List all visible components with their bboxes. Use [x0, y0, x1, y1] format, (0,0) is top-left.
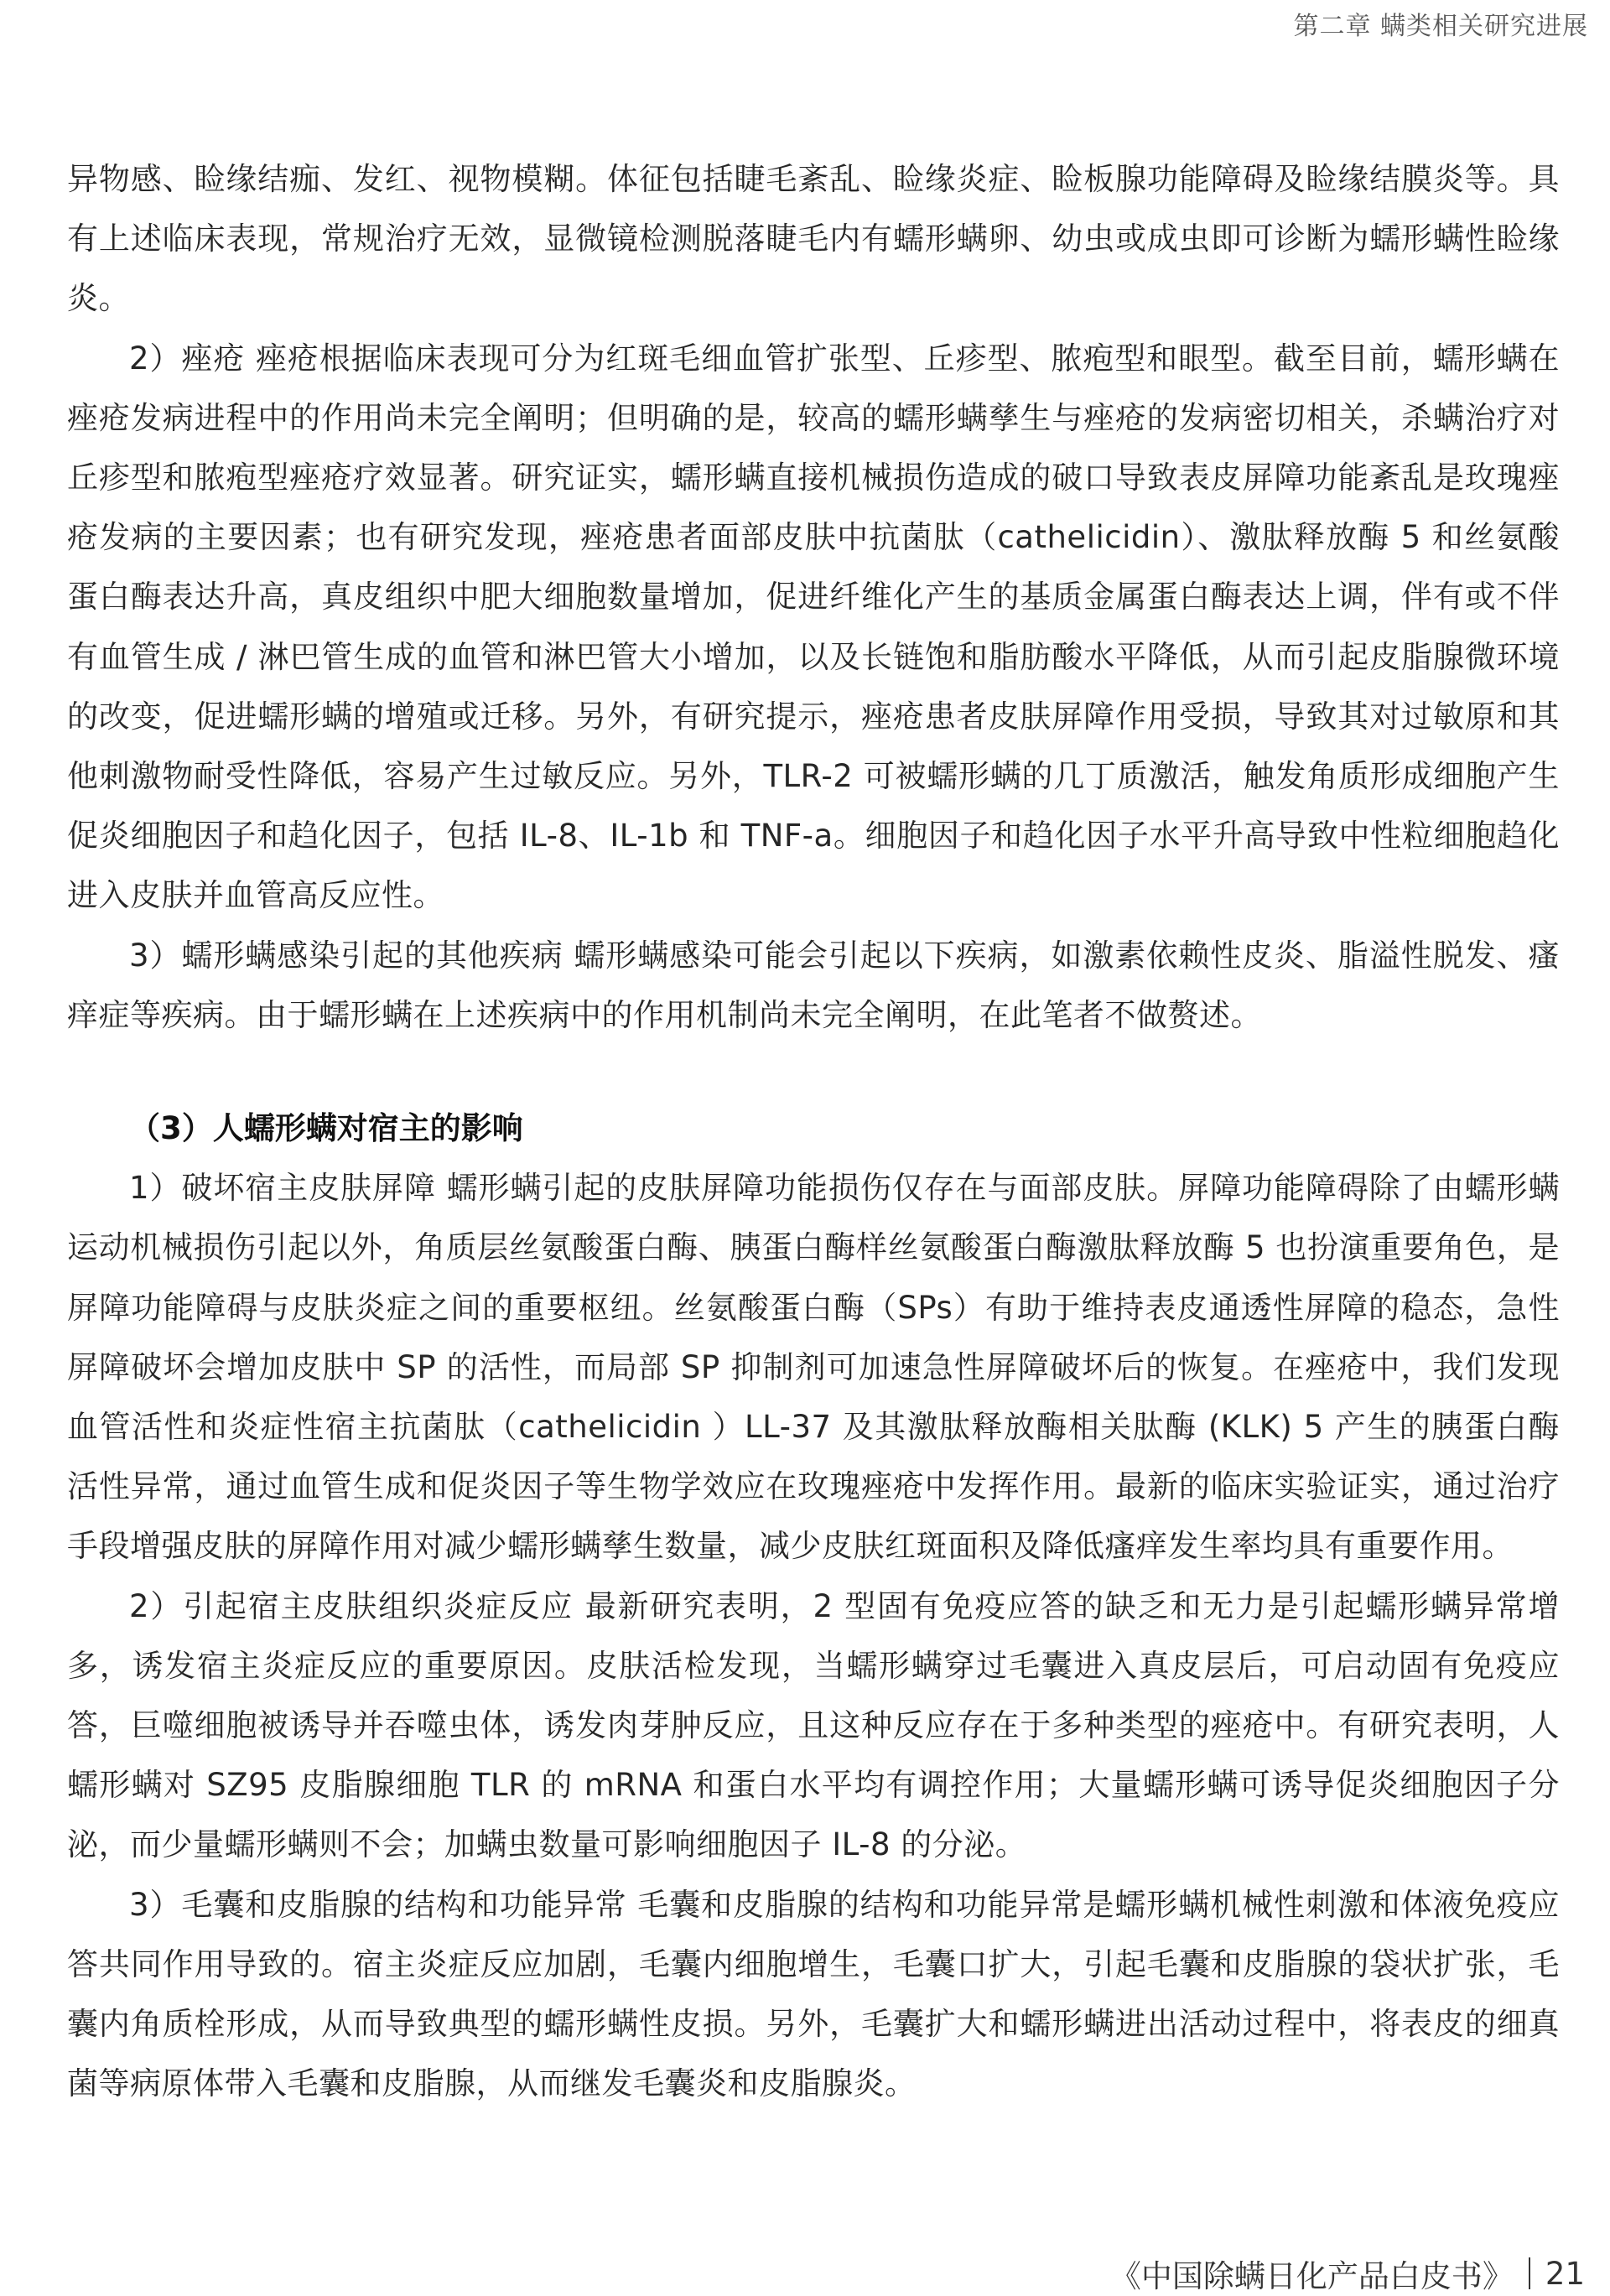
footer-separator [1529, 2257, 1530, 2289]
paragraph-inflammation: 2）引起宿主皮肤组织炎症反应 最新研究表明，2 型固有免疫应答的缺乏和无力是引起蠕形螨异常增多，诱发宿主炎症反应的重要原因。皮肤活检发现，当蠕形螨穿过毛囊进入真皮层后，可启动固有免疫应答，巨噬细胞被诱导并吞噬虫体，诱发肉芽肿反应，且这种反应存在于多种类型的痤疮中。有研究表明，人蠕形螨对 SZ95 皮脂腺细胞 TLR 的 mRNA 和蛋白水平均有调控作用；大量蠕形螨可诱导促炎细胞因子分泌，而少量蠕形螨则不会；加螨虫数量可影响细胞因子 IL-8 的分泌。 [67, 1587, 1560, 1863]
running-header: 第二章 螨类相关研究进展 [1293, 12, 1588, 41]
paragraph-blepharitis-continued: 异物感、睑缘结痂、发红、视物模糊。体征包括睫毛紊乱、睑缘炎症、睑板腺功能障碍及睑缘结膜炎等。具有上述临床表现，常规治疗无效，显微镜检测脱落睫毛内有蠕形螨卵、幼虫或成虫即可诊断为蠕形螨性睑缘炎。 [67, 161, 1560, 317]
paragraph-acne: 2）痤疮 痤疮根据临床表现可分为红斑毛细血管扩张型、丘疹型、脓疱型和眼型。截至目前，蠕形螨在痤疮发病进程中的作用尚未完全阐明；但明确的是，较高的蠕形螨孳生与痤疮的发病密切相关，杀螨治疗对丘疹型和脓疱型痤疮疗效显著。研究证实，蠕形螨直接机械损伤造成的破口导致表皮屏障功能紊乱是玫瑰痤疮发病的主要因素；也有研究发现，痤疮患者面部皮肤中抗菌肽（cathelicidin）、激肽释放酶 5 和丝氨酸蛋白酶表达升高，真皮组织中肥大细胞数量增加，促进纤维化产生的基质金属蛋白酶表达上调，伴有或不伴有血管生成 / 淋巴管生成的血管和淋巴管大小增加，以及长链饱和脂肪酸水平降低，从而引起皮脂腺微环境的改变，促进蠕形螨的增殖或迁移。另外，有研究提示，痤疮患者皮肤屏障作用受损，导致其对过敏原和其他刺激物耐受性降低，容易产生过敏反应。另外，TLR-2 可被蠕形螨的几丁质激活，触发角质形成细胞产生促炎细胞因子和趋化因子，包括 IL-8、IL-1b 和 TNF-a。细胞因子和趋化因子水平升高导致中性粒细胞趋化进入皮肤并血管高反应性。 [67, 340, 1560, 914]
page-body [67, 149, 1560, 2114]
book-title: 《中国除螨日化产品白皮书》 [1109, 2258, 1514, 2294]
paragraph-other-diseases: 3）蠕形螨感染引起的其他疾病 蠕形螨感染可能会引起以下疾病，如激素依赖性皮炎、脂溢性脱发、瘙痒症等疾病。由于蠕形螨在上述疾病中的作用机制尚未完全阐明，在此笔者不做赘述。 [67, 937, 1560, 1033]
running-footer [1110, 2251, 1585, 2296]
paragraph-follicle-sebaceous: 3）毛囊和皮脂腺的结构和功能异常 毛囊和皮脂腺的结构和功能异常是蠕形螨机械性刺激和体液免疫应答共同作用导致的。宿主炎症反应加剧，毛囊内细胞增生，毛囊口扩大，引起毛囊和皮脂腺的袋状扩张，毛囊内角质栓形成，从而导致典型的蠕形螨性皮损。另外，毛囊扩大和蠕形螨进出活动过程中，将表皮的细真菌等病原体带入毛囊和皮脂腺，从而继发毛囊炎和皮脂腺炎。 [67, 1886, 1560, 2102]
paragraph-skin-barrier: 1）破坏宿主皮肤屏障 蠕形螨引起的皮肤屏障功能损伤仅存在与面部皮肤。屏障功能障碍除了由蠕形螨运动机械损伤引起以外，角质层丝氨酸蛋白酶、胰蛋白酶样丝氨酸蛋白酶激肽释放酶 5 也扮演重要角色，是屏障功能障碍与皮肤炎症之间的重要枢纽。丝氨酸蛋白酶（SPs）有助于维持表皮通透性屏障的稳态，急性屏障破坏会增加皮肤中 SP 的活性，而局部 SP 抑制剂可加速急性屏障破坏后的恢复。在痤疮中，我们发现血管活性和炎症性宿主抗菌肽（cathelicidin ）LL-37 及其激肽释放酶相关肽酶 (KLK) 5 产生的胰蛋白酶活性异常，通过血管生成和促炎因子等生物学效应在玫瑰痤疮中发挥作用。最新的临床实验证实，通过治疗手段增强皮肤的屏障作用对减少蠕形螨孳生数量，减少皮肤红斑面积及降低瘙痒发生率均具有重要作用。 [67, 1170, 1560, 1565]
section-heading-host-effects: （3）人蠕形螨对宿主的影响 [129, 1110, 523, 1147]
page-number: 21 [1545, 2255, 1585, 2292]
